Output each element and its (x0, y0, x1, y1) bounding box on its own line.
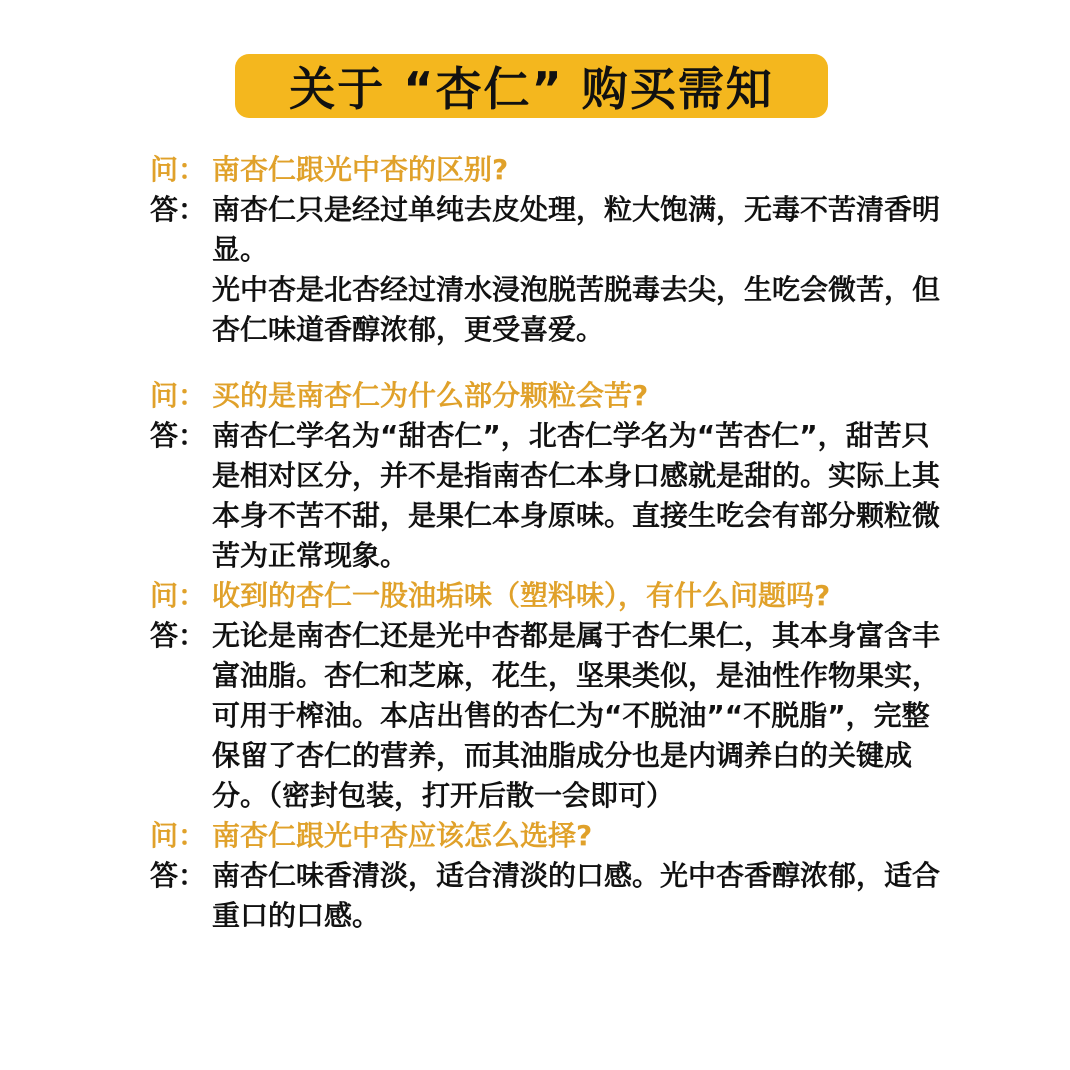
qa-item (150, 150, 940, 350)
question-text: 南杏仁跟光中杏的区别? (212, 153, 509, 186)
answer-paragraph: 南杏仁学名为“甜杏仁”，北杏仁学名为“苦杏仁”，甜苦只是相对区分，并不是指南杏仁本身口感就是甜的。实际上其本身不苦不甜，是果仁本身原味。直接生吃会有部分颗粒微苦为正常现象。 (212, 419, 941, 572)
page-title: 关于 “杏仁” 购买需知 (289, 62, 774, 116)
question-text: 南杏仁跟光中杏应该怎么选择? (212, 819, 593, 852)
question-row (150, 816, 940, 856)
question-row (150, 376, 940, 416)
answer-prefix: 答： (150, 193, 207, 226)
question-prefix: 问： (150, 819, 207, 852)
answer-paragraph: 无论是南杏仁还是光中杏都是属于杏仁果仁，其本身富含丰富油脂。杏仁和芝麻，花生，坚果类似，是油性作物果实，可用于榨油。本店出售的杏仁为“不脱油”“不脱脂”，完整保留了杏仁的营养，而其油脂成分也是内调养白的关键成分。（密封包装，打开后散一会即可） (212, 619, 941, 812)
answer-prefix: 答： (150, 859, 207, 892)
qa-item (150, 376, 940, 576)
question-row (150, 576, 940, 616)
qa-item (150, 576, 940, 816)
answer-prefix: 答： (150, 419, 207, 452)
answer-body (212, 856, 940, 936)
answer-paragraph: 光中杏是北杏经过清水浸泡脱苦脱毒去尖，生吃会微苦，但杏仁味道香醇浓郁，更受喜爱。 (212, 273, 941, 346)
answer-row (150, 856, 940, 936)
answer-paragraph: 南杏仁味香清淡，适合清淡的口感。光中杏香醇浓郁，适合重口的口感。 (212, 859, 941, 932)
answer-row (150, 616, 940, 816)
answer-row (150, 190, 940, 350)
answer-paragraph: 南杏仁只是经过单纯去皮处理，粒大饱满，无毒不苦清香明显。 (212, 193, 941, 266)
answer-body (212, 416, 940, 576)
qa-item (150, 816, 940, 936)
question-row (150, 150, 940, 190)
title-banner (235, 54, 828, 118)
answer-prefix: 答： (150, 619, 207, 652)
question-prefix: 问： (150, 379, 207, 412)
answer-row (150, 416, 940, 576)
qa-list (150, 150, 940, 936)
question-prefix: 问： (150, 153, 207, 186)
answer-body (212, 616, 940, 816)
question-text: 收到的杏仁一股油垢味（塑料味），有什么问题吗? (212, 579, 831, 612)
answer-body (212, 190, 940, 350)
question-prefix: 问： (150, 579, 207, 612)
question-text: 买的是南杏仁为什么部分颗粒会苦? (212, 379, 649, 412)
